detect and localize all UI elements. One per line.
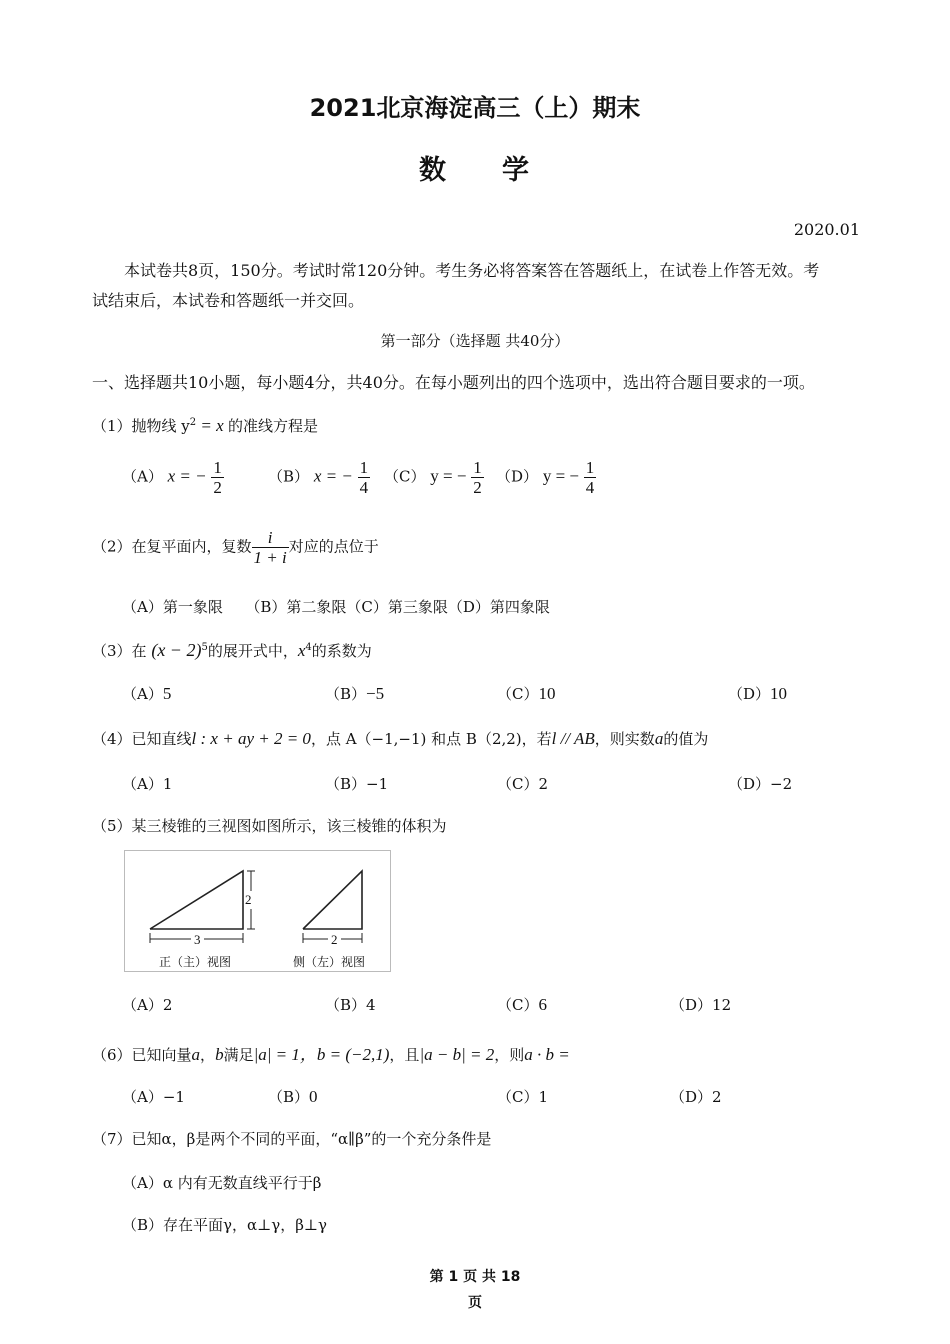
q5-option-d[interactable]: （D）12 [670, 996, 732, 1014]
exam-date: 2020.01 [793, 220, 860, 239]
q6-option-b[interactable] [268, 1086, 318, 1107]
q5-option-c[interactable] [497, 994, 547, 1015]
question-7-stem: （7）已知α，β是两个不同的平面，“α∥β”的一个充分条件是 [92, 1130, 492, 1148]
question-5-stem: （5）某三棱锥的三视图如图所示，该三棱锥的体积为 [92, 817, 447, 835]
q6-b-value: 0 [309, 1087, 318, 1106]
q3-c-value: 10 [538, 684, 556, 703]
q4-post: 的值为 [663, 730, 709, 748]
question-4-stem [92, 728, 708, 749]
q1-a-frac [211, 458, 224, 497]
q3-d-label: （D） [728, 685, 771, 703]
q3-option-a[interactable] [122, 683, 171, 704]
q3-x: x [297, 641, 306, 660]
q3-d-value: 10 [770, 684, 788, 703]
q1-a-lhs: x = − [167, 466, 207, 486]
q6-option-a[interactable]: （A）−1 [122, 1088, 185, 1106]
q2-post: 对应的点位于 [288, 537, 379, 556]
front-height-label: 2 [245, 892, 252, 907]
intro-line-2: 试结束后，本试卷和答题纸一并交回。 [92, 291, 365, 310]
q4-line-eq: l : x + ay + 2 = 0 [191, 729, 311, 748]
q1-c-frac [471, 458, 484, 497]
q3-post: 的系数为 [311, 642, 372, 660]
q5-c-value: 6 [538, 995, 547, 1014]
q4-option-c[interactable]: （C）2 [497, 775, 549, 793]
intro-line-1: 本试卷共8页，150分。考试时常120分钟。考生务必将答案答在答题纸上，在试卷上作答无效。考 [124, 261, 820, 280]
q1-c-den: 2 [473, 478, 482, 497]
q1-option-d[interactable] [496, 458, 596, 497]
q2-pre: （2）在复平面内，复数 [92, 537, 252, 556]
q1-b-lhs: x = − [313, 466, 353, 486]
q6-b: b [215, 1045, 224, 1064]
q7-option-b[interactable]: （B）存在平面γ，α⊥γ，β⊥γ [122, 1216, 327, 1234]
q4-option-d[interactable]: （D）−2 [728, 775, 793, 793]
subject-title: 数学 [419, 155, 585, 186]
q6-b-vector: ，b = (−2,1) [299, 1045, 390, 1064]
q3-b-label: （B） [325, 685, 367, 703]
q3-exp: 5 [201, 642, 208, 653]
q1-option-c[interactable] [384, 458, 484, 497]
q3-option-b[interactable] [325, 683, 384, 704]
q3-a-value: 5 [162, 684, 172, 703]
question-2-stem [92, 528, 379, 567]
page-footer-line-2: 页 [468, 1295, 482, 1311]
page-title: 2021北京海淀高三（上）期末 [309, 94, 641, 122]
q1-post: 的准线方程是 [227, 417, 318, 435]
q5-c-label: （C） [497, 996, 539, 1014]
q6-option-c[interactable]: （C）1 [497, 1088, 549, 1106]
q1-b-den: 4 [359, 478, 369, 497]
q4-a: a [654, 729, 664, 748]
q6-pre: （6）已知向量 [92, 1046, 192, 1064]
q3-xexp: 4 [305, 642, 312, 653]
question-1-stem [92, 415, 318, 436]
q1-c-label: （C） [384, 467, 426, 486]
q6-abs-ab: |a − b| = 2 [419, 1045, 495, 1064]
front-width-label: 3 [191, 932, 204, 948]
q1-b-label: （B） [268, 467, 310, 486]
q6-then: ，则 [494, 1046, 525, 1064]
q1-a-den: 2 [213, 478, 222, 497]
q1-d-label: （D） [496, 467, 539, 486]
side-view-caption: 侧（左）视图 [293, 955, 366, 969]
q1-b-frac [358, 458, 371, 497]
q2-options[interactable]: （A）第一象限 （B）第二象限（C）第三象限（D）第四象限 [122, 598, 550, 616]
q7-option-a[interactable]: （A）α 内有无数直线平行于β [122, 1174, 322, 1192]
q2-den: 1 + i [253, 548, 287, 567]
q1-c-num: 1 [473, 458, 482, 477]
q1-a-num: 1 [213, 458, 222, 477]
q3-mid: 的展开式中， [207, 642, 298, 660]
q1-d-den: 4 [585, 478, 595, 497]
q1-option-a[interactable] [122, 458, 224, 497]
q4-parallel: l // AB [551, 729, 595, 748]
q6-abs-a: |a| = 1 [253, 1045, 300, 1064]
q3-c-label: （C） [497, 685, 539, 703]
part-title: 第一部分（选择题 共40分） [380, 332, 570, 350]
q1-pre: （1）抛物线 y [92, 417, 190, 435]
q3-option-d[interactable] [728, 683, 787, 704]
q4-points: ，点 A（−1,−1) 和点 B（2,2)，若 [310, 730, 552, 748]
q4-p2: ，则实数 [594, 730, 655, 748]
q6-option-d[interactable]: （D）2 [670, 1088, 722, 1106]
q3-option-c[interactable] [497, 683, 555, 704]
q4-option-a[interactable]: （A）1 [122, 775, 173, 793]
q1-eq: = x [196, 416, 228, 435]
q6-dot: a · b = [524, 1045, 570, 1064]
q1-d-frac [584, 458, 597, 497]
q1-a-label: （A） [122, 467, 163, 486]
q3-expr: (x − 2) [151, 640, 202, 660]
q1-d-num: 1 [585, 458, 595, 477]
q5-option-a[interactable]: （A）2 [122, 996, 173, 1014]
q6-a: a [191, 1045, 201, 1064]
section-heading: 一、选择题共10小题，每小题4分，共40分。在每小题列出的四个选项中，选出符合题目要求的一项。 [92, 373, 815, 392]
side-view-triangle [303, 871, 362, 929]
three-view-figure [124, 850, 391, 972]
q1-c-lhs: y = − [430, 466, 467, 486]
question-3-stem [92, 640, 372, 661]
q1-option-b[interactable] [268, 458, 370, 497]
q1-d-lhs: y = − [542, 466, 579, 486]
q4-option-b[interactable]: （B）−1 [325, 775, 389, 793]
q2-frac [252, 528, 289, 567]
q6-cond: 满足 [223, 1046, 254, 1064]
q6-and: ，且 [389, 1046, 420, 1064]
q4-pre: （4）已知直线 [92, 730, 192, 748]
q3-pre: （3）在 [92, 642, 147, 660]
q2-num: i [267, 528, 273, 547]
q1-sup: 2 [189, 417, 197, 428]
q5-option-b[interactable]: （B）4 [325, 996, 376, 1014]
q6-comma: ， [200, 1046, 216, 1064]
side-width-label: 2 [328, 932, 341, 948]
question-6-stem [92, 1040, 570, 1065]
front-view-triangle [150, 871, 243, 929]
q3-a-label: （A） [122, 685, 163, 703]
q6-b-label: （B） [268, 1088, 310, 1106]
page-footer-line-1: 第 1 页 共 18 [429, 1269, 521, 1285]
q1-b-num: 1 [359, 458, 369, 477]
front-view-caption: 正（主）视图 [159, 955, 232, 969]
q3-b-value: −5 [366, 684, 385, 703]
